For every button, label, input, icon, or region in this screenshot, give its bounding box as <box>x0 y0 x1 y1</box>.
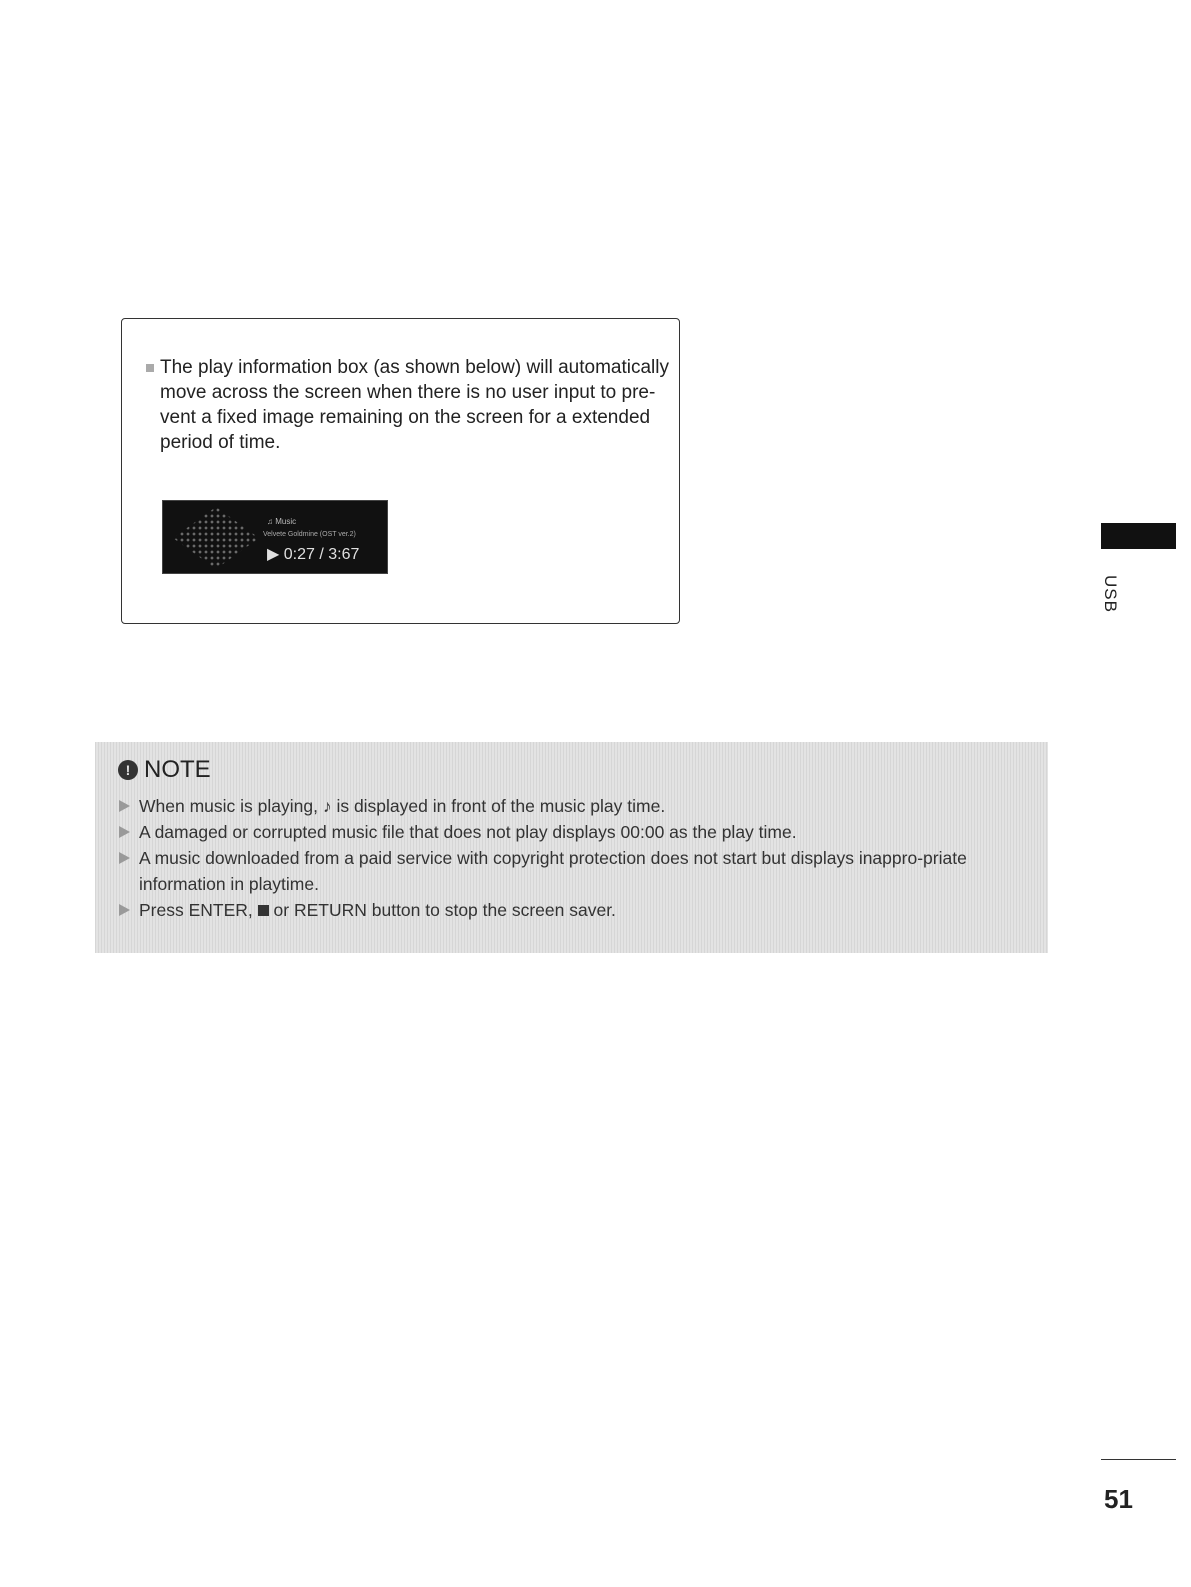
stop-icon <box>258 905 269 916</box>
screensaver-info-box <box>121 318 680 624</box>
section-label: USB <box>1101 575 1120 613</box>
return-button-label: RETURN <box>293 900 367 920</box>
note-item: When music is playing, ♪ is displayed in front of the music play time. <box>117 793 1027 819</box>
screensaver-music-label: ♫ Music <box>267 517 297 526</box>
note-item: Press ENTER, or RETURN button to stop the screen saver. <box>117 897 1027 923</box>
arrow-bullet-icon <box>119 800 130 812</box>
screensaver-play-time: ▶ 0:27 / 3:67 <box>267 546 360 563</box>
section-tab-marker <box>1101 523 1176 549</box>
screensaver-preview-image <box>162 500 388 574</box>
note-list <box>117 793 1027 923</box>
arrow-bullet-icon <box>119 826 130 838</box>
info-text: The play information box (as shown below) will automatically move across the screen when there is no user input to pre-vent a fixed image remaining on the screen for a extended period of time. <box>160 357 670 453</box>
arrow-bullet-icon <box>119 852 130 864</box>
arrow-bullet-icon <box>119 904 130 916</box>
note-item: A damaged or corrupted music file that does not play displays 00:00 as the play time. <box>117 819 1027 845</box>
music-icon: ♫ <box>267 517 276 526</box>
square-bullet-icon <box>146 364 154 372</box>
info-text-paragraph <box>144 355 674 455</box>
page-number: 51 <box>1104 1484 1133 1514</box>
note-heading <box>118 756 211 784</box>
enter-button-label: ENTER <box>188 900 248 920</box>
dot-pattern-graphic <box>173 507 259 569</box>
note-item: A music downloaded from a paid service with copyright protection does not start but displays inappro-priate information in playtime. <box>117 845 1027 897</box>
note-heading-text: NOTE <box>144 756 211 783</box>
note-panel <box>95 742 1048 953</box>
music-note-icon: ♪ <box>322 796 332 816</box>
page-number-rule <box>1101 1459 1176 1460</box>
exclamation-icon: ! <box>118 760 138 780</box>
screensaver-song-title: Velvete Goldmine (OST ver.2) <box>263 531 356 538</box>
